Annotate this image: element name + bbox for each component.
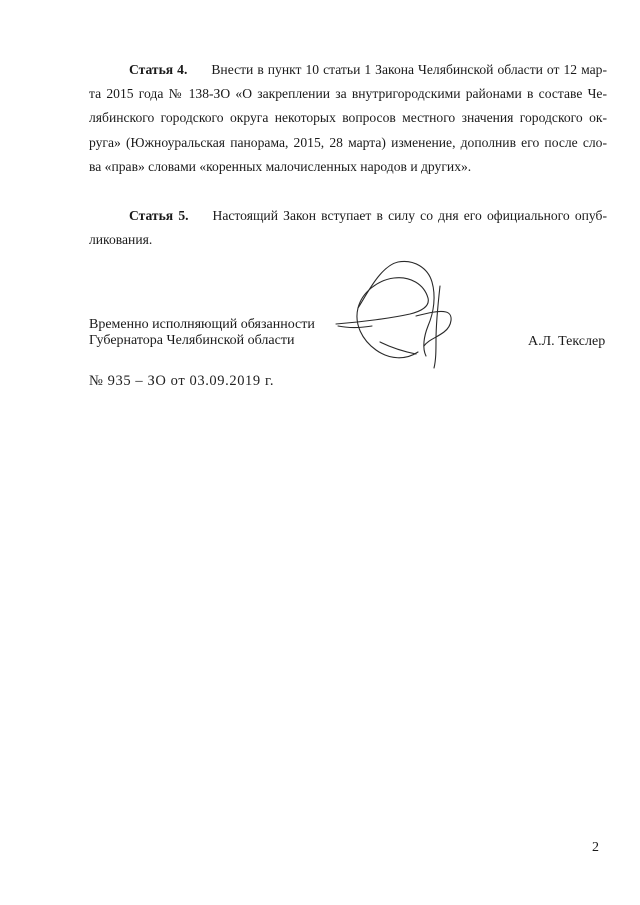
article-4-line-2: та 2015 года № 138-ЗО «О закреплении за внутригородскими районами в составе Че- (89, 86, 607, 102)
signatory-title-line-1: Временно исполняющий обязанности (89, 317, 315, 332)
document-number: № 935 – ЗО от 03.09.2019 г. (89, 373, 275, 389)
signatory-name: А.Л. Текслер (528, 334, 606, 349)
article-5-line-2: ликования. (89, 232, 153, 248)
article-4-line-3: лябинского городского округа некоторых вопросов местного значения городского ок- (89, 110, 607, 126)
article-4-heading: Статья 4. (129, 62, 188, 77)
article-5 (89, 204, 607, 252)
article-5-text-1: Настоящий Закон вступает в силу со дня его официального опуб- (212, 208, 607, 223)
article-4 (89, 58, 607, 179)
article-4-line-4: руга» (Южноуральская панорама, 2015, 28 марта) изменение, дополнив его после сло- (89, 134, 607, 150)
page-number: 2 (592, 840, 599, 855)
signatory-title-line-2: Губернатора Челябинской области (89, 333, 295, 348)
article-5-heading: Статья 5. (129, 208, 189, 223)
article-5-line-1 (89, 204, 607, 228)
article-4-line-5: ва «прав» словами «коренных малочисленных народов и других». (89, 158, 472, 174)
article-4-text-1: Внести в пункт 10 статьи 1 Закона Челябинской области от 12 мар- (211, 62, 607, 77)
signatory-title (89, 317, 315, 349)
article-4-line-1 (89, 58, 607, 82)
handwritten-signature (332, 256, 462, 371)
